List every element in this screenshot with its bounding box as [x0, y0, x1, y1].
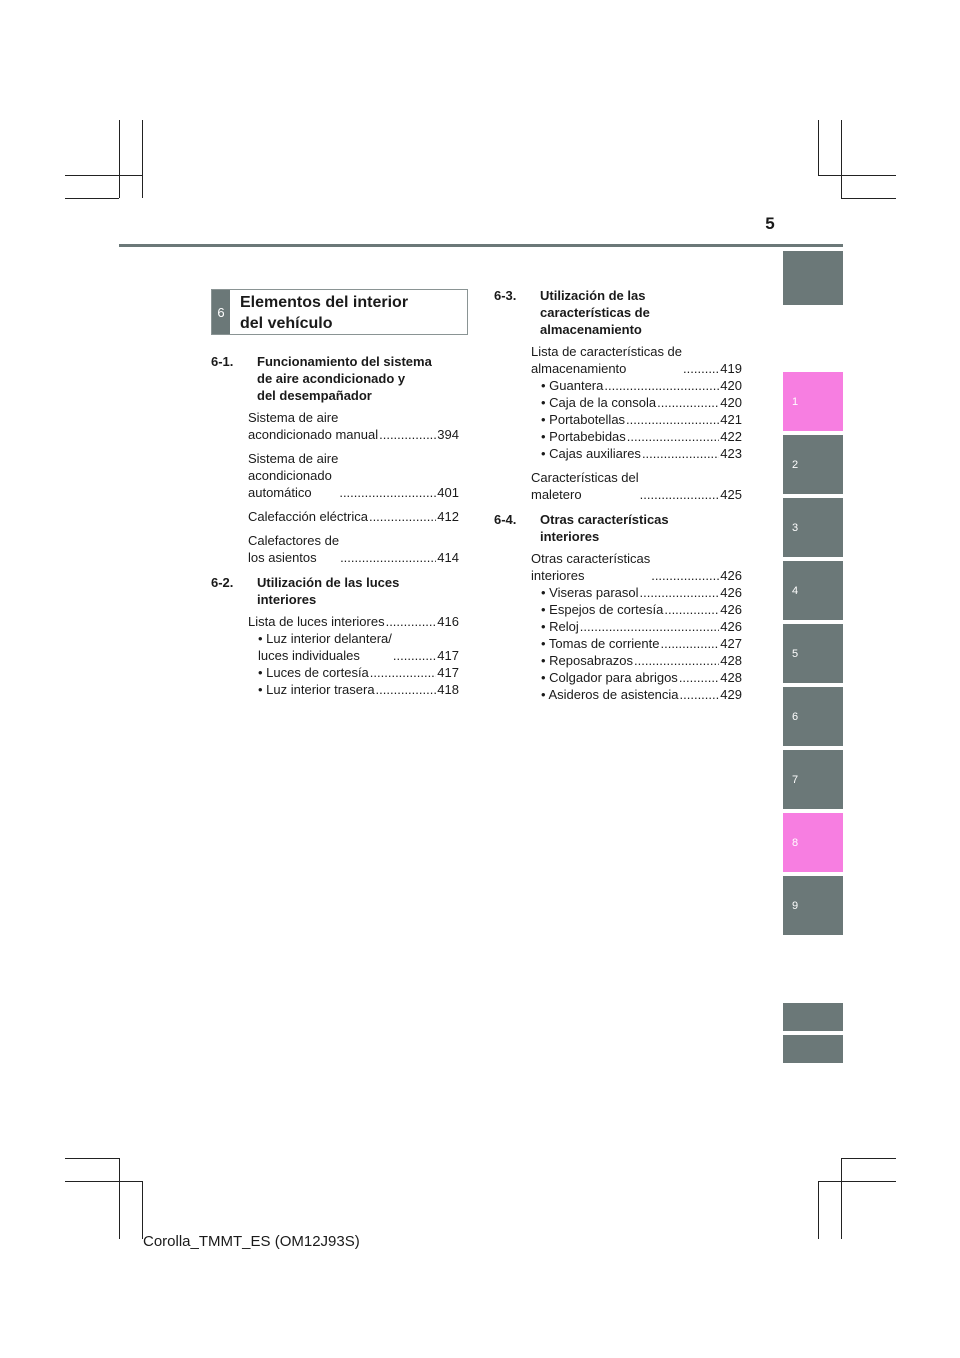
- toc-page-number: 419: [720, 361, 742, 376]
- toc-entry-label: Lista de luces interiores: [248, 614, 385, 629]
- thumb-tab-4[interactable]: [783, 561, 843, 620]
- toc-entry[interactable]: [531, 669, 742, 686]
- toc-entry[interactable]: [531, 635, 742, 652]
- toc-entry[interactable]: [248, 681, 459, 698]
- thumb-tab-index[interactable]: [783, 1003, 843, 1031]
- toc-entry-label: • Portabotellas: [541, 412, 626, 427]
- crop-mark: [119, 1158, 120, 1239]
- thumb-tab-5[interactable]: [783, 624, 843, 683]
- section-title[interactable]: Otras características interiores: [540, 512, 669, 544]
- dot-leader: [627, 428, 720, 445]
- toc-entry-label: Calefactores de los asientos: [248, 533, 340, 565]
- toc-column-left: [211, 353, 459, 706]
- thumb-tab-label: 4: [792, 584, 799, 597]
- toc-entry[interactable]: [531, 469, 742, 503]
- dot-leader: [369, 508, 436, 525]
- toc-entry[interactable]: [531, 377, 742, 394]
- toc-entry-label: Características del maletero: [531, 470, 639, 502]
- toc-section-heading: [211, 353, 459, 404]
- crop-mark: [818, 1181, 896, 1182]
- dot-leader: [376, 681, 437, 698]
- toc-page-number: 428: [720, 653, 742, 668]
- toc-page-number: 427: [720, 636, 742, 651]
- dot-leader: [634, 652, 719, 669]
- dot-leader: [340, 549, 436, 566]
- toc-entry[interactable]: [248, 450, 459, 501]
- toc-page-number: 401: [437, 485, 459, 500]
- crop-mark: [65, 1158, 119, 1159]
- toc-page-number: 420: [720, 378, 742, 393]
- toc-entry-label: Sistema de aire acondicionado manual: [248, 410, 379, 442]
- toc-entry-list: [248, 409, 459, 566]
- crop-mark: [818, 120, 819, 175]
- section-number: 6-2.: [211, 575, 234, 590]
- crop-mark: [841, 1158, 896, 1159]
- crop-mark: [841, 198, 896, 199]
- thumb-tab-label: 8: [792, 836, 799, 849]
- crop-mark: [818, 1181, 819, 1239]
- thumb-tab-label: 3: [792, 521, 799, 534]
- toc-page-number: 394: [437, 427, 459, 442]
- chapter-number: 6: [212, 290, 230, 334]
- footer-document-id: Corolla_TMMT_ES (OM12J93S): [143, 1233, 360, 1250]
- toc-column-right: [494, 287, 742, 711]
- crop-mark: [142, 1181, 143, 1239]
- toc-entry-label: • Asideros de asistencia: [541, 687, 679, 702]
- toc-entry[interactable]: [531, 652, 742, 669]
- chapter-header: [211, 289, 468, 335]
- toc-page-number: 428: [720, 670, 742, 685]
- dot-leader: [379, 426, 436, 443]
- dot-leader: [657, 394, 719, 411]
- toc-entry-label: • Luces de cortesía: [258, 665, 369, 680]
- section-title[interactable]: Utilización de las luces interiores: [257, 575, 400, 607]
- thumb-tab-3[interactable]: [783, 498, 843, 557]
- toc-page-number: 416: [437, 614, 459, 629]
- toc-page-number: 420: [720, 395, 742, 410]
- thumb-tab-6[interactable]: [783, 687, 843, 746]
- toc-entry-label: • Luz interior trasera: [258, 682, 375, 697]
- dot-leader: [640, 486, 720, 503]
- toc-entry-label: • Colgador para abrigos: [541, 670, 678, 685]
- toc-entry[interactable]: [531, 411, 742, 428]
- dot-leader: [660, 635, 719, 652]
- dot-leader: [580, 618, 720, 635]
- toc-entry[interactable]: [531, 618, 742, 635]
- toc-section-heading: [211, 574, 459, 608]
- crop-mark: [841, 120, 842, 198]
- toc-entry[interactable]: [531, 550, 742, 584]
- section-title[interactable]: Utilización de las características de almacenamiento: [540, 288, 650, 337]
- toc-entry[interactable]: [531, 686, 742, 703]
- thumb-tab-label: 1: [792, 395, 799, 408]
- toc-entry-label: Sistema de aire acondicionado automático: [248, 451, 339, 500]
- section-title[interactable]: Funcionamiento del sistema de aire acondicionado y del desempañador: [257, 354, 432, 403]
- toc-entry-label: • Viseras parasol: [541, 585, 639, 600]
- toc-page-number: 429: [720, 687, 742, 702]
- dot-leader: [604, 377, 719, 394]
- toc-page-number: 418: [437, 682, 459, 697]
- crop-mark: [818, 175, 896, 176]
- chapter-title: Elementos del interior del vehículo: [240, 294, 409, 332]
- crop-mark: [841, 1158, 842, 1239]
- toc-entry[interactable]: [531, 428, 742, 445]
- thumb-tab[interactable]: [783, 251, 843, 305]
- toc-entry[interactable]: [531, 445, 742, 462]
- toc-entry[interactable]: [248, 630, 459, 664]
- toc-page-number: 421: [720, 412, 742, 427]
- toc-entry-label: • Espejos de cortesía: [541, 602, 664, 617]
- crop-mark: [65, 175, 142, 176]
- toc-entry[interactable]: [531, 601, 742, 618]
- section-number: 6-3.: [494, 288, 517, 303]
- toc-entry-label: • Portabebidas: [541, 429, 626, 444]
- toc-entry-label: Calefacción eléctrica: [248, 509, 368, 524]
- toc-entry-list: [248, 613, 459, 698]
- header-rule: [119, 244, 843, 247]
- toc-entry-list: [531, 550, 742, 703]
- toc-entry-label: • Caja de la consola: [541, 395, 657, 410]
- toc-page-number: 422: [720, 429, 742, 444]
- toc-page-number: 426: [720, 568, 742, 583]
- toc-entry-label: • Tomas de corriente: [541, 636, 660, 651]
- toc-page-number: 412: [437, 509, 459, 524]
- thumb-tab-9[interactable]: [783, 876, 843, 935]
- dot-leader: [679, 669, 719, 686]
- thumb-tab-label: 5: [792, 647, 799, 660]
- thumb-tab-7[interactable]: [783, 750, 843, 809]
- toc-entry[interactable]: [248, 613, 459, 630]
- toc-page-number: 426: [720, 602, 742, 617]
- dot-leader: [651, 567, 719, 584]
- toc-page-number: 417: [437, 665, 459, 680]
- toc-entry-label: • Cajas auxiliares: [541, 446, 641, 461]
- toc-section-heading: [494, 511, 742, 545]
- dot-leader: [664, 601, 719, 618]
- dot-leader: [642, 445, 719, 462]
- toc-entry[interactable]: [531, 343, 742, 377]
- toc-entry-label: Otras características interiores: [531, 551, 651, 583]
- toc-entry[interactable]: [248, 532, 459, 566]
- toc-page-number: 425: [720, 487, 742, 502]
- toc-entry[interactable]: [248, 409, 459, 443]
- crop-mark: [65, 198, 119, 199]
- page-number: 5: [765, 214, 775, 233]
- dot-leader: [386, 613, 437, 630]
- thumb-tab-label: 2: [792, 458, 799, 471]
- toc-entry-label: • Reloj: [541, 619, 579, 634]
- dot-leader: [626, 411, 719, 428]
- toc-entry[interactable]: [531, 394, 742, 411]
- toc-page-number: 423: [720, 446, 742, 461]
- thumb-tab-2[interactable]: [783, 435, 843, 494]
- toc-page-number: 426: [720, 585, 742, 600]
- toc-entry-label: • Luz interior delantera/ luces individuales: [258, 631, 392, 663]
- toc-entry-label: • Guantera: [541, 378, 604, 393]
- toc-entry[interactable]: [248, 508, 459, 525]
- crop-mark: [65, 1181, 142, 1182]
- toc-page-number: 426: [720, 619, 742, 634]
- section-number: 6-1.: [211, 354, 234, 369]
- section-number: 6-4.: [494, 512, 517, 527]
- crop-mark: [119, 120, 120, 198]
- dot-leader: [680, 686, 720, 703]
- dot-leader: [370, 664, 437, 681]
- crop-mark: [142, 120, 143, 198]
- dot-leader: [339, 484, 436, 501]
- dot-leader: [640, 584, 720, 601]
- thumb-tab-label: 7: [792, 773, 799, 786]
- thumb-tab-8[interactable]: [783, 813, 843, 872]
- thumb-tab-1[interactable]: [783, 372, 843, 431]
- dot-leader: [683, 360, 719, 377]
- thumb-tab-extra[interactable]: [783, 1035, 843, 1063]
- toc-entry-list: [531, 343, 742, 503]
- thumb-tab-label: 6: [792, 710, 799, 723]
- toc-entry[interactable]: [248, 664, 459, 681]
- toc-entry-label: • Reposabrazos: [541, 653, 633, 668]
- toc-entry[interactable]: [531, 584, 742, 601]
- thumb-tab-label: 9: [792, 899, 799, 912]
- dot-leader: [393, 647, 436, 664]
- toc-section-heading: [494, 287, 742, 338]
- toc-entry-label: Lista de características de almacenamiento: [531, 344, 683, 376]
- toc-page-number: 417: [437, 648, 459, 663]
- toc-page-number: 414: [437, 550, 459, 565]
